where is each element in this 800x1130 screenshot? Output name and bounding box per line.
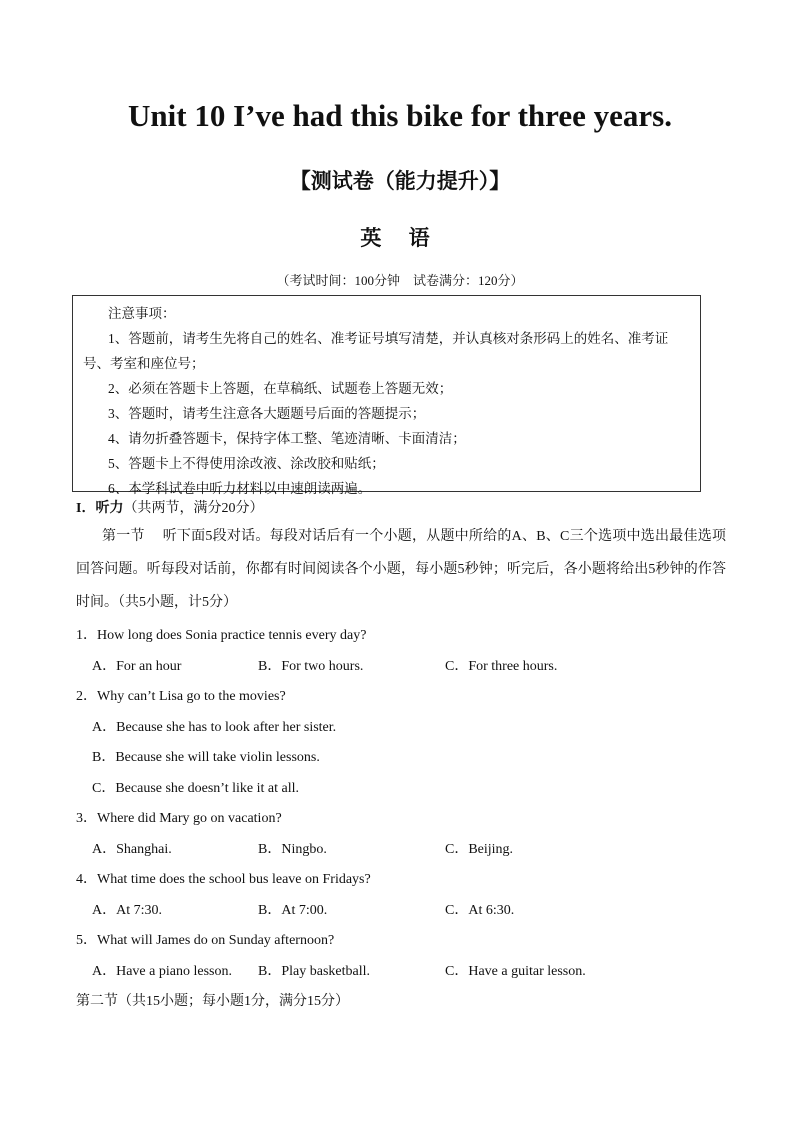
question-option: C．Because she doesn’t like it at all. bbox=[92, 781, 299, 796]
notice-item: 6、本学科试卷中听力材料以中速朗读两遍。 bbox=[108, 481, 372, 496]
question-option: C．Beijing. bbox=[445, 842, 514, 857]
question-stem: 1．How long does Sonia practice tennis every day? bbox=[76, 628, 367, 643]
question-option: A．Have a piano lesson. bbox=[92, 964, 232, 979]
part2-heading: 第二节（共15小题；每小题1分，满分15分） bbox=[76, 994, 349, 1009]
question-option: B．Play basketball. bbox=[258, 964, 370, 979]
question-option: C．For three hours. bbox=[445, 659, 558, 674]
question-option: B．Ningbo. bbox=[258, 842, 327, 857]
exam-info: （考试时间：100分钟 试卷满分：120分） bbox=[276, 273, 524, 288]
notice-heading: 注意事项： bbox=[108, 306, 176, 321]
question-stem: 3．Where did Mary go on vacation? bbox=[76, 811, 282, 826]
subject-heading: 英 语 bbox=[360, 226, 440, 250]
notice-item: 3、答题时，请考生注意各大题题号后面的答题提示； bbox=[108, 406, 426, 421]
notice-item: 2、必须在答题卡上答题，在草稿纸、试题卷上答题无效； bbox=[108, 381, 453, 396]
test-type-subtitle: 【测试卷（能力提升）】 bbox=[289, 169, 511, 193]
notice-item: 5、答题卡上不得使用涂改液、涂改胶和贴纸； bbox=[108, 456, 385, 471]
notice-box bbox=[72, 295, 701, 496]
section-score: （共两节，满分20分） bbox=[123, 501, 264, 516]
question-option: B．For two hours. bbox=[258, 659, 364, 674]
notice-item: 4、请勿折叠答题卡，保持字体工整、笔迹清晰、卡面清洁； bbox=[108, 431, 466, 446]
notice-item: 1、答题前，请考生先将自己的姓名、准考证号填写清楚，并认真核对条形码上的姓名、准考证号、考室和座位号； bbox=[83, 331, 669, 371]
question-option: A．Because she has to look after her sister. bbox=[92, 720, 337, 735]
section-heading bbox=[76, 497, 263, 517]
question-option: A．Shanghai. bbox=[92, 842, 172, 857]
question-stem: 4．What time does the school bus leave on Fridays? bbox=[76, 872, 371, 887]
question-option: C．Have a guitar lesson. bbox=[445, 964, 586, 979]
question-option: A．At 7:30. bbox=[92, 903, 162, 918]
document-title: Unit 10 I’ve had this bike for three years. bbox=[128, 98, 672, 133]
question-option: C．At 6:30. bbox=[445, 903, 515, 918]
question-stem: 5．What will James do on Sunday afternoon? bbox=[76, 933, 335, 948]
section-label: I．听力 bbox=[76, 501, 124, 516]
part1-instructions: 第一节 听下面5段对话。每段对话后有一个小题，从题中所给的A、B、C三个选项中选出最佳选项回答问题。听每段对话前，你都有时间阅读各个小题，每小题5秒钟；听完后，各小题将给出5秒钟的作答时间。（共5小题，计5分） bbox=[76, 529, 726, 610]
question-stem: 2．Why can’t Lisa go to the movies? bbox=[76, 689, 286, 704]
question-option: B．Because she will take violin lessons. bbox=[92, 750, 320, 765]
question-option: B．At 7:00. bbox=[258, 903, 328, 918]
question-option: A．For an hour bbox=[92, 659, 182, 674]
